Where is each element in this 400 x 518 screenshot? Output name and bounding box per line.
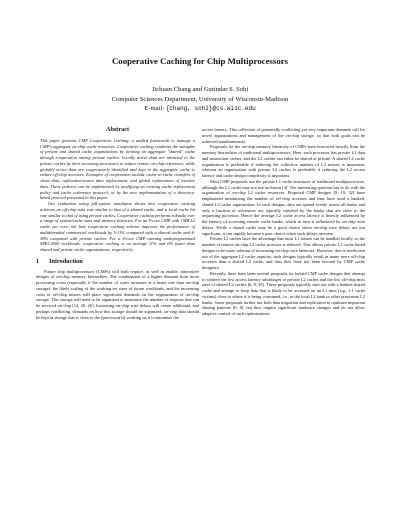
authors: Jichuan Chang and Gurindar S. Sohi	[151, 86, 249, 93]
abstract	[40, 138, 195, 253]
body-paragraph: Future chip multiprocessors (CMPs) will both require, as well as enable, innovative designs of on-chip memory hierarchies. The combination of a higher demand from more processing cores (especially if the number of cores increases at a faster rate than on-chip storage), the likely scaling of the working set sizes of future workloads, and the increasing costs of off-chip misses will place significant demands on the organization of on-chip storage. This storage will need to be organized to maximize the number of requests that can be serviced on chip [14, 20, 26]. Increasing on-chip wire delays will create additional, and perhaps conflicting, demands on how this storage should be organized: on-chip data should be kept in storage that is close to the (processor(s)) working on it to minimize the	[36, 268, 199, 320]
email-label: E-mail:	[144, 105, 165, 113]
body-paragraph: access latency. This collection of potentially conflicting yet very important demands call for novel organizations and management of the on-chip storage, so that both goals can be achieved simultaneously.	[202, 127, 365, 144]
abstract-paragraph: Our evaluation using full-system simulation shows that cooperative caching achieves an off-chip miss rate similar to that of a shared cache, and a local cache hit rate similar to that of using private caches. Cooperative caching performs robustly over a range of system/cache sizes and memory latencies. For an 8-core CMP with 1MB L2 cache per core, the best cooperative caching scheme improves the performance of multithreaded commercial workloads by 5-11% compared with a shared cache and 4-38% compared with private caches. For a 4-core CMP running multiprogrammed SPEC2000 workloads, cooperative caching is on average 11% and 6% faster than shared and private cache organizations, respectively.	[40, 201, 195, 252]
introduction-body	[36, 269, 199, 321]
right-column	[202, 127, 365, 317]
section-number: 1	[36, 257, 40, 265]
body-paragraph: Recently, there have been several proposals for hybrid CMP cache designs that attempt to achieve the low access latency advantages of private L2 caches and the low off-chip miss rates of shared L2 caches [6, 8, 35]. These proposals typically start out with a banked shared cache and attempt to keep data that is likely to be accessed on an L1 miss (e.g., L1 cache victims) close to where it is being consumed, i.e., in the local L2 bank or other proximate L2 banks. Some proposals further use both data migration and replication to optimize important sharing patterns [6, 8], but they require significant hardware changes and do not allow adaptive control of such optimizations.	[202, 270, 365, 316]
left-column	[36, 127, 199, 320]
body-paragraph: Proposals for the on-chip memory hierarchy of CMPs have borrowed heavily from the memory hierarchies of traditional multiprocessors. Here, each processor has private L1 data and instruction caches, and the L2 caches can either be shared or private. A shared L2 cache organization is preferable if reducing the collective number of L2 misses is important, whereas an organization with private L2 caches is preferable if reducing the L2 access latency and cache design complexity is important.	[202, 144, 365, 178]
body-paragraph: Most CMP proposals use the private L1 cache structures of traditional multiprocessors, although the L1 cache may not use inclusion [4]. The interesting question has to do with the organization of on-chip L2 cache resources. Proposed CMP designs [8, 19, 32] have emphasized minimizing the number of off-chip accesses and thus have used a banked, shared L2 cache organization. In such designs, data are spread evenly across all banks and only a fraction of references are typically satisfied by the banks that are close to the requesting processor. Hence the average L2 cache access latency is heavily influenced by the latency of accessing remote cache banks, which in turn is influenced by on-chip wire delays. While a shared cache may be a good choice when on-chip wire delays are not significant, it can rapidly become a poor choice when such delays increase.	[202, 178, 365, 236]
section-title: Introduction	[49, 257, 83, 265]
body-paragraph: Private L2 caches have the advantage that most L1 misses can be handled locally, so the number of remote on-chip L2 cache accesses is reduced. This allows private L2 cache based designs to be more tolerant of increasing on-chip wire latencies. However, due to inefficient use of the aggregate L2 cache capacity, such designs typically result in many more off-chip accesses than a shared L2 cache, and thus they have not been favored by CMP cache designers.	[202, 236, 365, 270]
section-heading	[36, 259, 199, 265]
author-block	[0, 85, 400, 114]
email-address[interactable]: {chang, sohi}@cs.wisc.edu	[165, 105, 256, 113]
paper-title: Cooperative Caching for Chip Multiprocessors	[111, 56, 289, 66]
abstract-paragraph: This paper presents CMP Cooperative Caching, a unified framework to manage a CMP's aggregate on-chip cache resources. Cooperative caching combines the strengths of private and shared cache organizations by forming an aggregate "shared" cache through cooperation among private caches. Locally active data are attracted to the private caches by their accessing processors to reduce remote on-chip references, while globally active data are cooperatively identified and kept in the aggregate cache to reduce off-chip accesses. Examples of cooperation include cache-to-cache transfers of clean data, replication-aware data replacement, and global replacement of inactive data. These policies can be implemented by modifying an existing cache replacement policy and cache coherence protocol, or by the new implementation of a directory-based protocol presented in this paper.	[40, 137, 195, 201]
email-line	[0, 104, 400, 114]
affiliation: Computer Sciences Department, University of Wisconsin-Madison	[111, 95, 289, 103]
abstract-heading: Abstract	[105, 126, 130, 133]
